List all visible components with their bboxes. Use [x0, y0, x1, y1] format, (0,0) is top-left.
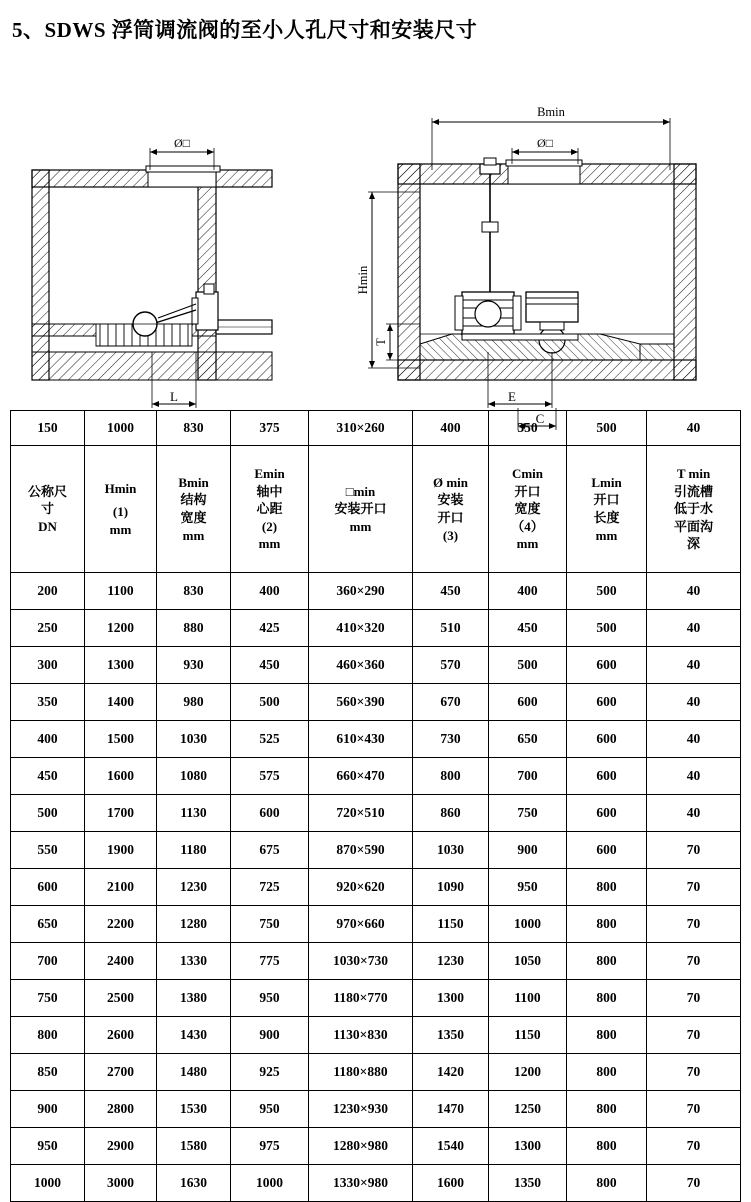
table-cell: 500 [489, 647, 567, 684]
label-C: C [535, 411, 545, 426]
table-cell: 675 [231, 832, 309, 869]
label-Bmin: Bmin [537, 105, 565, 119]
table-cell: 900 [489, 832, 567, 869]
table-cell: 775 [231, 943, 309, 980]
table-cell: 425 [231, 610, 309, 647]
table-cell: 900 [231, 1017, 309, 1054]
table-cell: 870×590 [309, 832, 413, 869]
table-cell: 570 [413, 647, 489, 684]
table-cell: 950 [11, 1128, 85, 1165]
table-row [11, 1054, 741, 1091]
table-cell: 610×430 [309, 721, 413, 758]
table-cell: 70 [647, 1017, 741, 1054]
table-cell: 1250 [489, 1091, 567, 1128]
table-header-cell: □min 安装开口 mm [309, 446, 413, 573]
label-L: L [170, 389, 178, 404]
table-cell: 500 [567, 573, 647, 610]
table-cell: 950 [231, 1091, 309, 1128]
table-cell: 2200 [85, 906, 157, 943]
table-row [11, 1017, 741, 1054]
table-cell: 800 [567, 869, 647, 906]
label-diameter-right: Ø□ [537, 136, 553, 150]
table-cell: 1000 [231, 1165, 309, 1202]
table-cell: 300 [11, 647, 85, 684]
table-row [11, 832, 741, 869]
table-cell: 525 [231, 721, 309, 758]
table-cell: 360×290 [309, 573, 413, 610]
table-cell: 1540 [413, 1128, 489, 1165]
table-cell: 1300 [85, 647, 157, 684]
table-cell: 880 [157, 610, 231, 647]
table-cell: 410×320 [309, 610, 413, 647]
table-cell: 600 [567, 721, 647, 758]
table-cell: 1230 [413, 943, 489, 980]
table-header-cell: T min 引流槽 低于水 平面沟 深 [647, 446, 741, 573]
table-cell: 800 [567, 1128, 647, 1165]
table-cell: 1430 [157, 1017, 231, 1054]
table-cell: 2100 [85, 869, 157, 906]
table-cell: 1100 [85, 573, 157, 610]
label-Hmin: Hmin [356, 265, 370, 295]
table-cell: 3000 [85, 1165, 157, 1202]
label-E: E [508, 389, 516, 404]
table-cell: 400 [231, 573, 309, 610]
table-cell: 1130 [157, 795, 231, 832]
table-cell: 1480 [157, 1054, 231, 1091]
table-cell: 930 [157, 647, 231, 684]
table-cell: 850 [11, 1054, 85, 1091]
table-header-cell: Ø min 安装 开口 (3) [413, 446, 489, 573]
table-cell: 70 [647, 1091, 741, 1128]
table-row [11, 758, 741, 795]
table-cell: 400 [11, 721, 85, 758]
table-cell: 40 [647, 721, 741, 758]
table-cell: 1230 [157, 869, 231, 906]
table-cell: 800 [567, 1017, 647, 1054]
label-diameter-left: Ø□ [174, 136, 190, 150]
table-row [11, 1091, 741, 1128]
table-cell: 1030×730 [309, 943, 413, 980]
installation-drawings [0, 52, 751, 426]
table-cell: 1030 [157, 721, 231, 758]
table-body [11, 411, 741, 1202]
table-cell: 40 [647, 411, 741, 446]
table-cell: 920×620 [309, 869, 413, 906]
table-cell: 860 [413, 795, 489, 832]
dimensions-table [10, 410, 741, 1202]
table-cell: 980 [157, 684, 231, 721]
table-cell: 650 [489, 721, 567, 758]
table-cell: 720×510 [309, 795, 413, 832]
table-row [11, 647, 741, 684]
table-cell: 310×260 [309, 411, 413, 446]
table-cell: 1700 [85, 795, 157, 832]
table-cell: 2600 [85, 1017, 157, 1054]
table-cell: 1080 [157, 758, 231, 795]
table-cell: 950 [231, 980, 309, 1017]
table-cell: 750 [11, 980, 85, 1017]
table-cell: 40 [647, 610, 741, 647]
table-cell: 1530 [157, 1091, 231, 1128]
table-row [11, 906, 741, 943]
table-cell: 1200 [85, 610, 157, 647]
table-row [11, 721, 741, 758]
table-cell: 750 [231, 906, 309, 943]
table-cell: 700 [489, 758, 567, 795]
table-cell: 1280 [157, 906, 231, 943]
table-row [11, 943, 741, 980]
table-cell: 1470 [413, 1091, 489, 1128]
table-cell: 1000 [489, 906, 567, 943]
table-cell: 40 [647, 647, 741, 684]
table-cell: 650 [11, 906, 85, 943]
table-cell: 1050 [489, 943, 567, 980]
table-cell: 400 [413, 411, 489, 446]
table-cell: 1200 [489, 1054, 567, 1091]
table-cell: 70 [647, 943, 741, 980]
table-cell: 600 [567, 758, 647, 795]
table-cell: 550 [11, 832, 85, 869]
table-row [11, 869, 741, 906]
table-cell: 600 [231, 795, 309, 832]
table-cell: 800 [567, 1165, 647, 1202]
table-header-cell: Cmin 开口 宽度 （4） mm [489, 446, 567, 573]
table-cell: 1380 [157, 980, 231, 1017]
table-cell: 1030 [413, 832, 489, 869]
table-cell: 1130×830 [309, 1017, 413, 1054]
table-cell: 1090 [413, 869, 489, 906]
page-title: 5、SDWS 浮筒调流阀的至小人孔尺寸和安装尺寸 [12, 18, 478, 42]
table-cell: 925 [231, 1054, 309, 1091]
table-cell: 1600 [85, 758, 157, 795]
table-cell: 2800 [85, 1091, 157, 1128]
table-cell: 1280×980 [309, 1128, 413, 1165]
table-cell: 575 [231, 758, 309, 795]
table-header-cell: Emin 轴中 心距 (2) mm [231, 446, 309, 573]
table-cell: 600 [489, 684, 567, 721]
table-cell: 1180×880 [309, 1054, 413, 1091]
table-cell: 1150 [413, 906, 489, 943]
table-cell: 560×390 [309, 684, 413, 721]
table-cell: 1300 [413, 980, 489, 1017]
table-cell: 1230×930 [309, 1091, 413, 1128]
table-cell: 600 [567, 832, 647, 869]
table-cell: 800 [567, 1054, 647, 1091]
table-cell: 1500 [85, 721, 157, 758]
dimensions-table-wrap [10, 410, 740, 1202]
left-figure [32, 136, 272, 408]
table-cell: 1330 [157, 943, 231, 980]
table-cell: 1600 [413, 1165, 489, 1202]
table-cell: 600 [567, 647, 647, 684]
table-cell: 40 [647, 573, 741, 610]
table-cell: 600 [11, 869, 85, 906]
table-header-cell: Lmin 开口 长度 mm [567, 446, 647, 573]
table-cell: 800 [567, 1091, 647, 1128]
table-cell: 1900 [85, 832, 157, 869]
table-row [11, 795, 741, 832]
table-row [11, 684, 741, 721]
table-cell: 1180 [157, 832, 231, 869]
table-cell: 800 [567, 906, 647, 943]
table-cell: 500 [231, 684, 309, 721]
table-cell: 40 [647, 758, 741, 795]
table-cell: 2500 [85, 980, 157, 1017]
figure-area [0, 52, 751, 426]
table-cell: 600 [567, 795, 647, 832]
table-header-row [11, 446, 741, 573]
table-row [11, 610, 741, 647]
table-cell: 970×660 [309, 906, 413, 943]
table-cell: 70 [647, 980, 741, 1017]
table-cell: 200 [11, 573, 85, 610]
table-cell: 70 [647, 869, 741, 906]
table-cell: 250 [11, 610, 85, 647]
table-cell: 70 [647, 1128, 741, 1165]
table-cell: 660×470 [309, 758, 413, 795]
table-cell: 450 [489, 610, 567, 647]
label-T: T [374, 338, 388, 346]
table-cell: 700 [11, 943, 85, 980]
table-cell: 375 [231, 411, 309, 446]
table-cell: 1150 [489, 1017, 567, 1054]
table-cell: 830 [157, 411, 231, 446]
table-cell: 800 [11, 1017, 85, 1054]
table-header-cell: Hmin (1) mm [85, 446, 157, 573]
table-cell: 150 [11, 411, 85, 446]
table-cell: 450 [11, 758, 85, 795]
table-header-cell: Bmin 结构 宽度 mm [157, 446, 231, 573]
table-cell: 725 [231, 869, 309, 906]
table-cell: 450 [231, 647, 309, 684]
table-cell: 900 [11, 1091, 85, 1128]
table-cell: 2900 [85, 1128, 157, 1165]
table-cell: 1330×980 [309, 1165, 413, 1202]
table-cell: 1580 [157, 1128, 231, 1165]
table-row-sample [11, 411, 741, 446]
table-cell: 70 [647, 1054, 741, 1091]
table-cell: 450 [413, 573, 489, 610]
table-cell: 2700 [85, 1054, 157, 1091]
table-cell: 500 [567, 411, 647, 446]
table-cell: 670 [413, 684, 489, 721]
table-cell: 40 [647, 684, 741, 721]
table-cell: 800 [567, 980, 647, 1017]
table-cell: 1000 [11, 1165, 85, 1202]
table-row [11, 1128, 741, 1165]
table-cell: 1400 [85, 684, 157, 721]
table-cell: 1100 [489, 980, 567, 1017]
table-cell: 460×360 [309, 647, 413, 684]
table-cell: 1420 [413, 1054, 489, 1091]
table-cell: 70 [647, 832, 741, 869]
table-cell: 40 [647, 795, 741, 832]
table-cell: 1180×770 [309, 980, 413, 1017]
table-cell: 1350 [413, 1017, 489, 1054]
table-cell: 500 [567, 610, 647, 647]
table-cell: 70 [647, 906, 741, 943]
table-cell: 350 [489, 411, 567, 446]
table-header-cell: 公称尺 寸 DN [11, 446, 85, 573]
table-cell: 500 [11, 795, 85, 832]
table-cell: 1300 [489, 1128, 567, 1165]
table-row [11, 573, 741, 610]
table-cell: 1630 [157, 1165, 231, 1202]
table-cell: 1350 [489, 1165, 567, 1202]
table-cell: 350 [11, 684, 85, 721]
table-cell: 400 [489, 573, 567, 610]
table-cell: 600 [567, 684, 647, 721]
table-cell: 975 [231, 1128, 309, 1165]
table-cell: 730 [413, 721, 489, 758]
table-cell: 800 [567, 943, 647, 980]
right-figure [356, 105, 696, 430]
table-cell: 950 [489, 869, 567, 906]
table-cell: 510 [413, 610, 489, 647]
table-cell: 70 [647, 1165, 741, 1202]
table-row [11, 1165, 741, 1202]
table-cell: 800 [413, 758, 489, 795]
table-cell: 830 [157, 573, 231, 610]
table-cell: 2400 [85, 943, 157, 980]
table-cell: 1000 [85, 411, 157, 446]
table-cell: 750 [489, 795, 567, 832]
table-row [11, 980, 741, 1017]
